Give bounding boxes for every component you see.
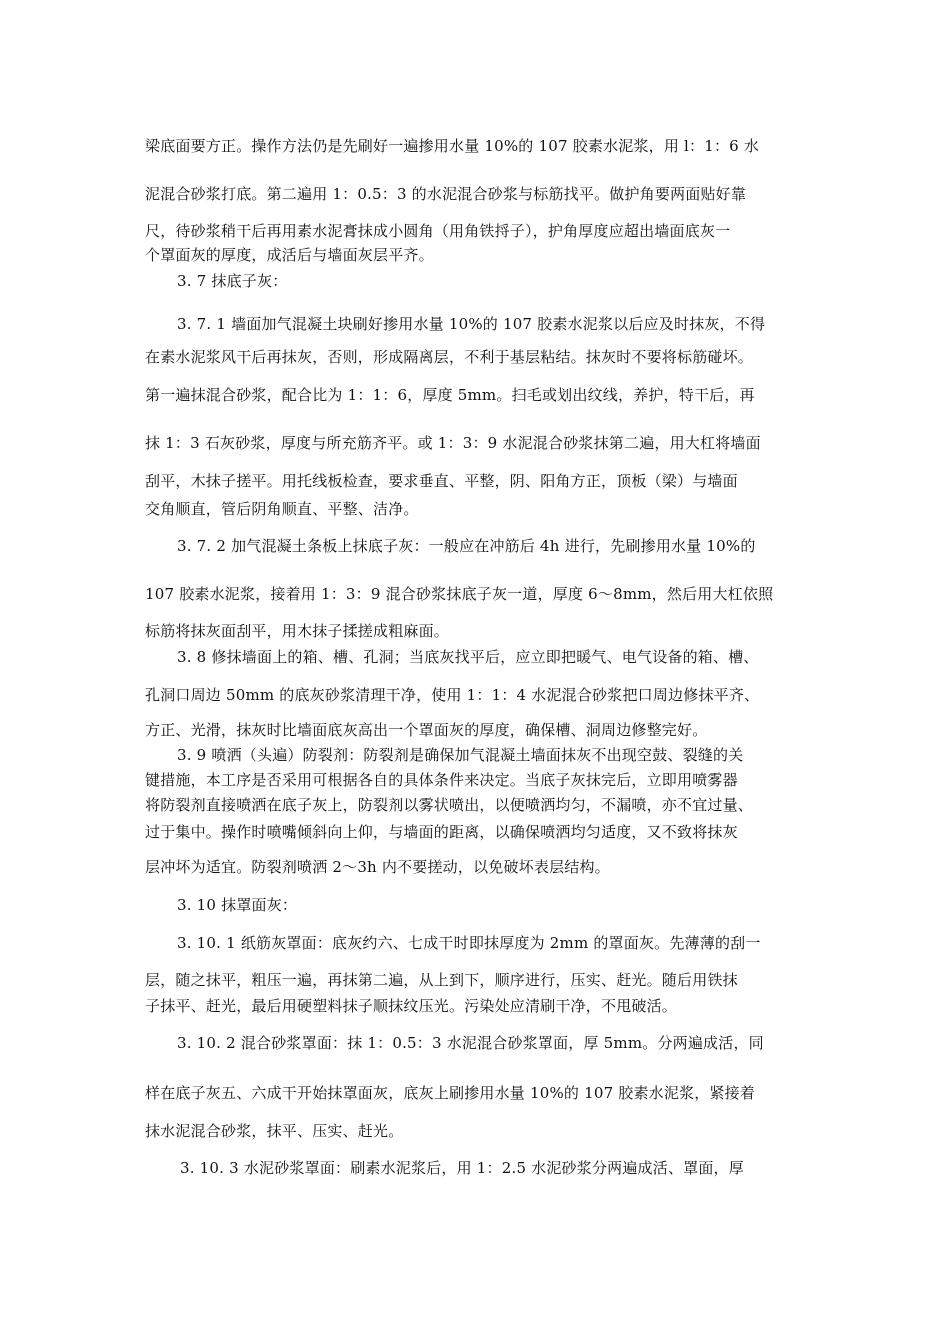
section-heading: 3. 10 抹罩面灰：: [177, 896, 298, 914]
text-line: 第一遍抹混合砂浆，配合比为 1：1：6，厚度 5mm。扫毛或划出纹线，养护，特干后，再: [145, 386, 755, 404]
text-line: 泥混合砂浆打底。第二遍用 1：0.5：3 的水泥混合砂浆与标筋找平。做护角要两面贴好靠: [145, 185, 747, 203]
text-line: 标筋将抹灰面刮平，用木抹子揉搓成粗麻面。: [145, 622, 450, 640]
text-line: 交角顺直，管后阴角顺直、平整、洁净。: [145, 500, 419, 518]
text-line: 3. 7. 2 加气混凝土条板上抹底子灰：一般应在冲筋后 4h 进行，先刷掺用水量 10%的: [177, 537, 756, 555]
text-line: 子抹平、赶光，最后用硬塑料抹子顺抹纹压光。污染处应清刷干净，不甩破活。: [145, 997, 678, 1015]
text-line: 方正、光滑，抹灰时比墙面底灰高出一个罩面灰的厚度，确保槽、洞周边修整完好。: [145, 721, 708, 739]
text-line: 3. 10. 3 水泥砂浆罩面：刷素水泥浆后，用 1：2.5 水泥砂浆分两遍成活、罩面，厚: [180, 1159, 744, 1177]
text-line: 107 胶素水泥浆，接着用 1：3：9 混合砂浆抹底子灰一道，厚度 6～8mm，然后用大杠依照: [145, 585, 774, 603]
text-line: 过于集中。操作时喷嘴倾斜向上仰，与墙面的距离，以确保喷洒均匀适度，又不致将抹灰: [145, 823, 738, 841]
text-line: 3. 10. 2 混合砂浆罩面：抹 1：0.5：3 水泥混合砂浆罩面，厚 5mm。分两遍成活，同: [177, 1034, 764, 1052]
text-line: 梁底面要方正。操作方法仍是先刷好一遍掺用水量 10%的 107 胶素水泥浆，用 l：1：6 水: [145, 137, 760, 155]
section-heading: 3. 7 抹底子灰：: [177, 272, 288, 290]
text-line: 孔洞口周边 50mm 的底灰砂浆清理干净，使用 1：1：4 水泥混合砂浆把口周边修抹平齐、: [145, 686, 760, 704]
text-line: 样在底子灰五、六成干开始抹罩面灰，底灰上刷掺用水量 10%的 107 胶素水泥浆，紧接着: [145, 1084, 756, 1102]
text-line: 抹水泥混合砂浆，抹平、压实、赶光。: [145, 1122, 404, 1140]
text-line: 3. 7. 1 墙面加气混凝土块刷好掺用水量 10%的 107 胶素水泥浆以后应及时抹灰，不得: [177, 315, 766, 333]
text-line: 3. 8 修抹墙面上的箱、槽、孔洞；当底灰找平后，应立即把暖气、电气设备的箱、槽、: [177, 648, 759, 666]
text-line: 层，随之抹平，粗压一遍，再抹第二遍，从上到下，顺序进行，压实、赶光。随后用铁抹: [145, 971, 738, 989]
text-line: 层冲坏为适宜。防裂剂喷洒 2～3h 内不要搓动，以免破坏表层结构。: [145, 858, 610, 876]
text-line: 3. 10. 1 纸筋灰罩面：底灰约六、七成干时即抹厚度为 2mm 的罩面灰。先薄薄的刮一: [177, 934, 761, 952]
text-line: 3. 9 喷洒（头遍）防裂剂：防裂剂是确保加气混凝土墙面抹灰不出现空鼓、裂缝的关: [177, 746, 744, 764]
text-line: 将防裂剂直接喷洒在底子灰上，防裂剂以雾状喷出，以便喷洒均匀，不漏喷，亦不宜过量、: [145, 796, 754, 814]
text-line: 在素水泥浆风干后再抹灰，否则，形成隔离层，不利于基层粘结。抹灰时不要将标筋碰坏。: [145, 348, 754, 366]
text-line: 键措施，本工序是否采用可根据各自的具体条件来决定。当底子灰抹完后，立即用喷雾器: [145, 771, 738, 789]
text-line: 个罩面灰的厚度，成活后与墙面灰层平齐。: [145, 246, 434, 264]
text-line: 刮平，木抹子搓平。用托线板检查，要求垂直、平整，阴、阳角方正，顶板（梁）与墙面: [145, 472, 738, 490]
text-line: 尺，待砂浆稍干后再用素水泥膏抹成小圆角（用角铁捋子），护角厚度应超出墙面底灰一: [145, 222, 731, 240]
text-line: 抹 1：3 石灰砂浆，厚度与所充筋齐平。或 1：3：9 水泥混合砂浆抹第二遍，用大杠将墙面: [145, 434, 761, 452]
